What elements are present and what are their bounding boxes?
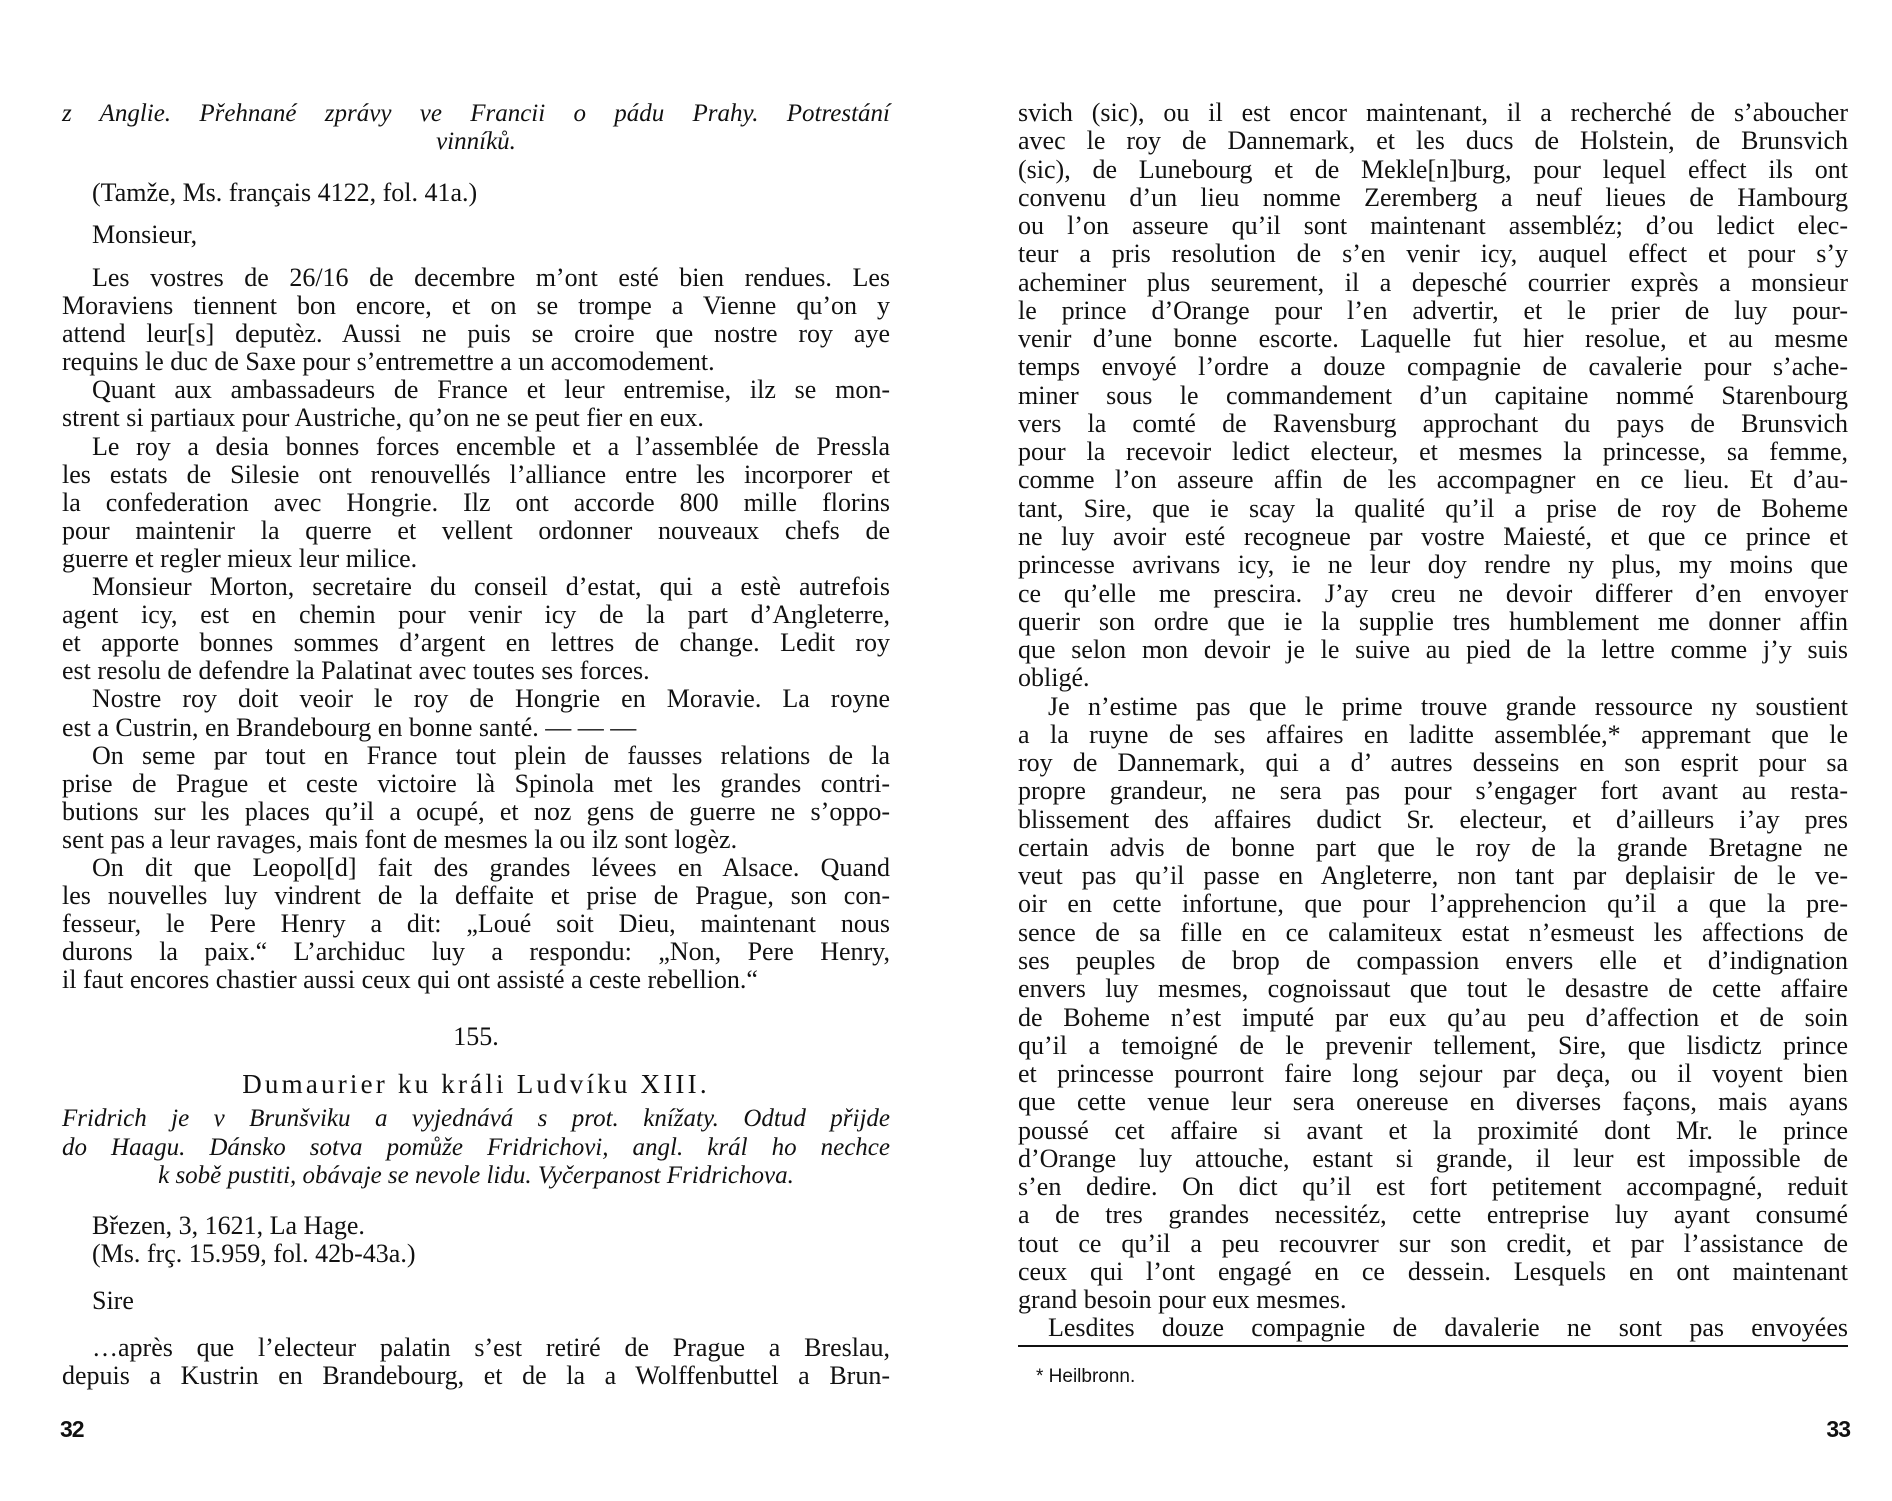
- text-line: poussé cet affaire si avant et la proximité dont Mr. le prince: [1018, 1115, 1848, 1145]
- text-line: ce qu’elle me prescira. J’ay creu ne devoir differer d’en envoyer: [1018, 578, 1848, 608]
- summary-line: do Haagu. Dánsko sotva pomůže Fridrichovi, angl. král ho nechce: [62, 1133, 890, 1161]
- text-line: est resolu de defendre la Palatinat avec toutes ses forces.: [62, 656, 650, 686]
- source-line: (Tamže, Ms. français 4122, fol. 41a.): [92, 178, 478, 207]
- text-line: miner sous le commandement d’un capitaine nommé Starenbourg: [1018, 380, 1848, 410]
- text-line: il faut encores chastier aussi ceux qui ont assisté a ceste rebellion.“: [62, 965, 758, 995]
- paragraph: [62, 376, 890, 432]
- text-line: les nouvelles luy vindrent de la deffaite et prise de Prague, son con-: [62, 881, 890, 911]
- salutation-line: Sire: [92, 1286, 134, 1315]
- text-line: est a Custrin, en Brandebourg en bonne santé. — — —: [62, 712, 637, 742]
- text-line: acheminer plus seurement, il a depesché courrier exprès a monsieur: [1018, 267, 1848, 297]
- text-line: agent icy, est en chemin pour venir icy de la part d’Angleterre,: [62, 600, 890, 630]
- salutation-line: Monsieur,: [92, 220, 198, 249]
- page-number: 33: [1826, 1416, 1850, 1442]
- text-line: princesse avrivans icy, ie ne leur doy rendre ny plus, my moins que: [1018, 550, 1848, 580]
- text-line: requins le duc de Saxe pour s’entremettre a un accomodement.: [62, 347, 715, 377]
- text-line: Les vostres de 26/16 de decembre m’ont esté bien rendues. Les: [92, 263, 890, 292]
- paragraph: [62, 685, 890, 741]
- paragraph: [62, 742, 890, 854]
- paragraph: [62, 264, 890, 376]
- text-line: avec le roy de Dannemark, et les ducs de Holstein, de Brunsvich: [1018, 126, 1848, 156]
- text-line: blissement des affaires dudict Sr. electeur, et d’ailleurs i’ay pres: [1018, 804, 1848, 834]
- text-line: guerre et regler mieux leur milice.: [62, 543, 418, 573]
- text-line: comme l’on asseure affin de les accompagner en ce lieu. Et d’au-: [1018, 465, 1848, 495]
- text-line: convenu d’un lieu nomme Zeremberg a neuf lieues de Hambourg: [1018, 182, 1848, 212]
- text-line: vers la comté de Ravensburg approchant du pays de Brunsvich: [1018, 408, 1848, 438]
- text-line: que cette venue leur sera onereuse en diverses façons, mais ayans: [1018, 1087, 1848, 1117]
- summary-line: k sobě pustiti, obávaje se nevole lidu. Vyčerpanost Fridrichova.: [158, 1162, 794, 1189]
- text-line: s’en dedire. On dict qu’il est fort petitement accompagné, reduit: [1018, 1172, 1848, 1202]
- text-line: tout ce qu’il a peu recouvrer sur son credit, et par l’assistance de: [1018, 1228, 1848, 1258]
- text-line: propre grandeur, ne sera pas pour s’engager fort avant au resta-: [1018, 776, 1848, 806]
- text-line: certain advis de bonne part que le roy de la grande Bretagne ne: [1018, 832, 1848, 862]
- text-line: obligé.: [1018, 663, 1090, 693]
- text-line: Moraviens tiennent bon encore, et on se trompe a Vienne qu’on y: [62, 291, 890, 321]
- text-line: prise de Prague et ceste victoire là Spinola met les grandes contri-: [62, 768, 890, 798]
- text-line: Je n’estime pas que le prime trouve grande ressource ny soustient: [1048, 691, 1848, 721]
- text-line: envers luy mesmes, cognoissaut que tout le desastre de cette affaire: [1018, 974, 1848, 1004]
- paragraph: [1018, 1314, 1848, 1342]
- text-line: qu’il a temoigné de le prevenir tellement, Sire, que lisdictz prince: [1018, 1030, 1848, 1060]
- text-line: …après que l’electeur palatin s’est retiré de Prague a Breslau,: [92, 1333, 890, 1362]
- document-number-text: 155.: [453, 1022, 499, 1051]
- text-line: venir d’une bonne escorte. Laquelle fut hier resolue, et au mesme: [1018, 324, 1848, 354]
- text-line: que selon mon devoir je le suive au pied de la lettre comme j’y suis: [1018, 635, 1848, 665]
- text-line: de Boheme n’est imputé par eux qu’au peu d’affection et de soin: [1018, 1002, 1848, 1032]
- paragraph: [62, 854, 890, 994]
- letter-body: [62, 1334, 890, 1390]
- text-line: sent pas a leur ravages, mais font de mesmes la ou ilz sont logèz.: [62, 824, 738, 854]
- text-line: querir son ordre que ie la supplie tres humblement me donner affin: [1018, 606, 1848, 636]
- text-line: tant, Sire, que ie scay la qualité qu’il a prise de roy de Boheme: [1018, 493, 1848, 523]
- text-line: veut pas qu’il passe en Angleterre, non tant par deplaisir de le ve-: [1018, 861, 1848, 891]
- text-line: Lesdites douze compagnie de davalerie ne sont pas envoyées: [1048, 1313, 1848, 1343]
- footnote-divider: [1018, 1345, 1848, 1347]
- text-line: Le roy a desia bonnes forces encemble et a l’assemblée de Pressla: [92, 431, 890, 461]
- text-line: sence de sa fille en ce calamiteux estat n’esmeust les affections de: [1018, 917, 1848, 947]
- text-line: durons la paix.“ L’archiduc luy a respondu: „Non, Pere Henry,: [62, 937, 890, 967]
- text-line: On dit que Leopol[d] fait des grandes lévees en Alsace. Quand: [92, 852, 890, 882]
- text-line: (sic), de Lunebourg et de Mekle[n]burg, pour lequel effect ils ont: [1018, 154, 1848, 184]
- text-line: temps envoyé l’ordre a douze compagnie de cavalerie pour s’ache-: [1018, 352, 1848, 382]
- text-line: ou l’on asseure qu’il sont maintenant assembléz; d’ou ledict elec-: [1018, 211, 1848, 241]
- text-line: et princesse pourront faire long sejour par deça, ou il voyent bien: [1018, 1059, 1848, 1089]
- text-line: a de tres grandes necessitéz, cette entreprise luy ayant consumé: [1018, 1200, 1848, 1230]
- text-line: fesseur, le Pere Henry a dit: „Loué soit Dieu, maintenant nous: [62, 909, 890, 939]
- text-line: pour maintenir la querre et vellent ordonner nouveaux chefs de: [62, 515, 890, 545]
- text-line: ses peuples de brop de compassion envers elle et d’indignation: [1018, 945, 1848, 975]
- text-line: d’Orange luy attouche, estant si grande, il leur est impossible de: [1018, 1143, 1848, 1173]
- text-line: strent si partiaux pour Austriche, qu’on ne se peut fier en eux.: [62, 403, 704, 433]
- text-line: Quant aux ambassadeurs de France et leur entremise, ilz se mon-: [92, 375, 890, 405]
- salutation: [62, 220, 890, 250]
- document-number: [62, 1022, 890, 1052]
- page-number: 32: [60, 1416, 84, 1442]
- paragraph: [62, 433, 890, 573]
- text-line: teur a pris resolution de s’en venir icy, auquel effect et pour s’y: [1018, 239, 1848, 269]
- summary-line: z Anglie. Přehnané zprávy ve Francii o pádu Prahy. Potrestání: [62, 100, 890, 127]
- document-title: [62, 1069, 890, 1099]
- text-line: Nostre roy doit veoir le roy de Hongrie en Moravie. La royne: [92, 684, 890, 714]
- text-line: a la ruyne de ses affaires en laditte assemblée,* appremant que le: [1018, 719, 1848, 749]
- letter-body: [62, 264, 890, 994]
- text-line: grand besoin pour eux mesmes.: [1018, 1285, 1347, 1315]
- paragraph: [1018, 99, 1848, 693]
- text-line: svich (sic), ou il est encor maintenant, il a recherché de s’aboucher: [1018, 98, 1848, 127]
- text-line: ceux qui l’ont engagé en ce dessein. Lesquels en ont maintenant: [1018, 1256, 1848, 1286]
- text-line: butions sur les places qu’il a ocupé, et noz gens de guerre ne s’oppo-: [62, 796, 890, 826]
- source-reference: [62, 178, 890, 208]
- paragraph: [62, 573, 890, 685]
- text-line: attend leur[s] deputèz. Aussi ne puis se croire que nostre roy aye: [62, 319, 890, 349]
- text-line: et apporte bonnes sommes d’argent en lettres de change. Ledit roy: [62, 628, 890, 658]
- text-line: oir en cette infortune, que pour l’apprehencion qu’il a que la pre-: [1018, 889, 1848, 919]
- text-line: ne luy avoir esté recogneue par vostre Maiesté, et que ce prince et: [1018, 521, 1848, 551]
- salutation: [62, 1286, 890, 1316]
- text-line: les estats de Silesie ont renouvellés l’alliance entre les incorporer et: [62, 459, 890, 489]
- footnote: * Heilbronn.: [1036, 1366, 1136, 1387]
- text-line: pour la recevoir ledict electeur, et mesmes la princesse, sa femme,: [1018, 437, 1848, 467]
- date-and-source: [62, 1212, 890, 1268]
- date-line: Březen, 3, 1621, La Hage.: [92, 1211, 365, 1240]
- paragraph: [1018, 693, 1848, 1315]
- text-line: depuis a Kustrin en Brandebourg, et de la a Wolffenbuttel a Brun-: [62, 1361, 890, 1391]
- text-line: roy de Dannemark, qui a d’ autres desseins en son esprit pour sa: [1018, 748, 1848, 778]
- document-summary-italic: [62, 1105, 890, 1191]
- text-line: On seme par tout en France tout plein de fausses relations de la: [92, 740, 890, 770]
- paragraph: [62, 1334, 890, 1390]
- letter-body: [1018, 99, 1848, 1343]
- text-line: Monsieur Morton, secretaire du conseil d’estat, qui a estè autrefois: [92, 572, 890, 602]
- text-line: le prince d’Orange pour l’en advertir, et le prier de luy pour-: [1018, 295, 1848, 325]
- text-line: la confederation avec Hongrie. Ilz ont accorde 800 mille florins: [62, 487, 890, 517]
- letter-summary-italic: [62, 100, 890, 156]
- summary-line: Fridrich je v Brunšviku a vyjednává s prot. knížaty. Odtud přijde: [62, 1105, 890, 1132]
- summary-line: vinníků.: [436, 128, 516, 155]
- source-line: (Ms. frç. 15.959, fol. 42b-43a.): [92, 1239, 416, 1269]
- document-title-text: Dumaurier ku králi Ludvíku XIII.: [242, 1069, 710, 1099]
